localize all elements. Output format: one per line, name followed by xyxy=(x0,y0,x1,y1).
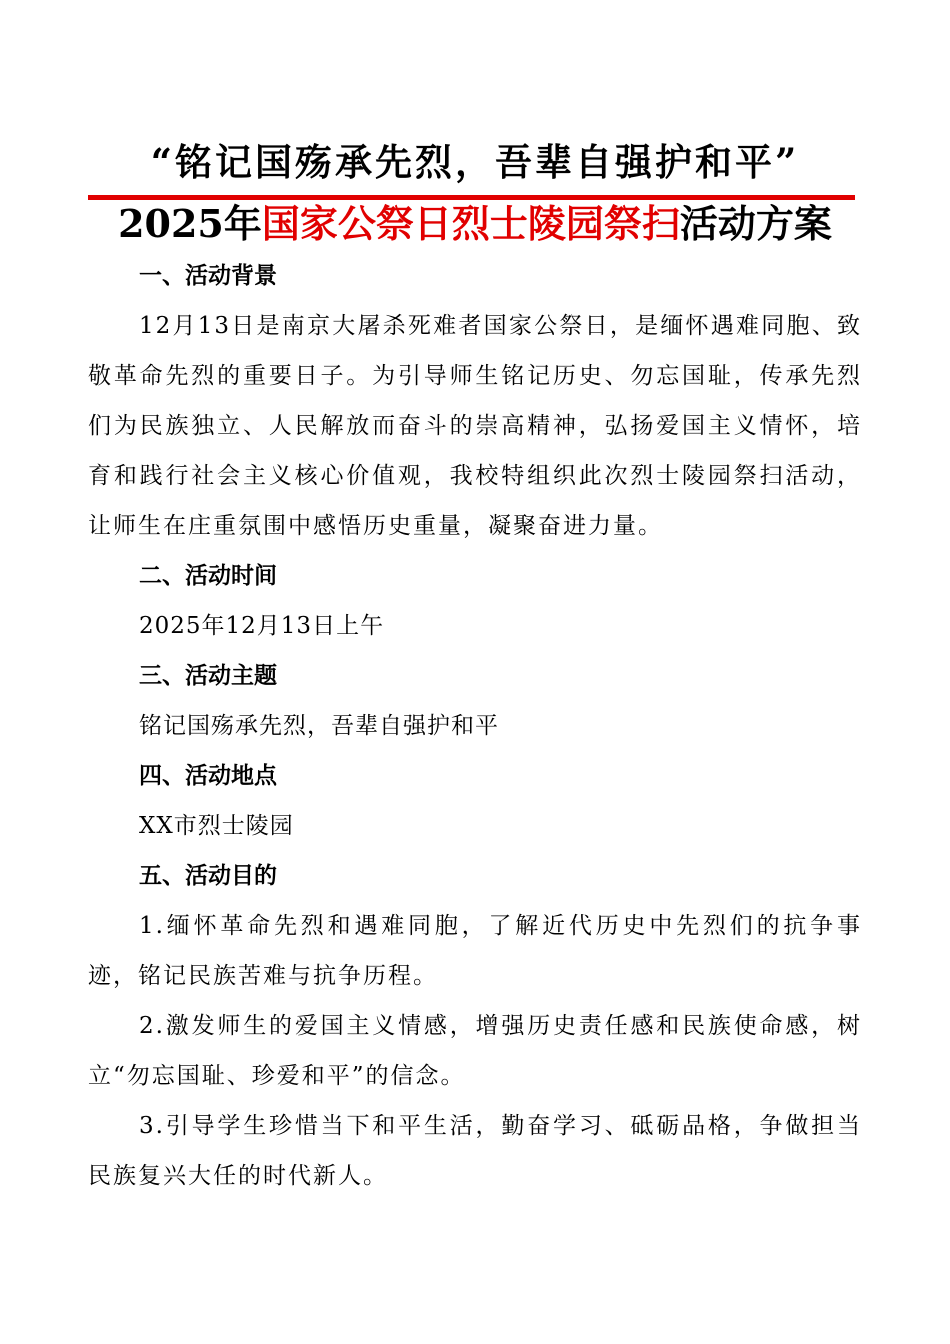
section-heading-location: 四、活动地点 xyxy=(139,763,277,789)
purpose-item-1: 1.缅怀革命先烈和遇难同胞，了解近代历史中先烈们的抗争事迹，铭记民族苦难与抗争历程。 xyxy=(88,913,862,989)
background-paragraph: 12月13日是南京大屠杀死难者国家公祭日，是缅怀遇难同胞、致敬革命先烈的重要日子。为引导师生铭记历史、勿忘国耻，传承先烈们为民族独立、人民解放而奋斗的崇高精神，弘扬爱国主义情怀，培育和践行社会主义核心价值观，我校特组织此次烈士陵园祭扫活动，让师生在庄重氛围中感悟历史重量，凝聚奋进力量。 xyxy=(88,313,862,539)
title-year: 2025年 xyxy=(118,201,262,246)
activity-location: XX市烈士陵园 xyxy=(139,813,294,839)
activity-theme: 铭记国殇承先烈，吾辈自强护和平 xyxy=(139,713,499,739)
section-heading-purpose: 五、活动目的 xyxy=(139,863,277,889)
section-heading-theme: 三、活动主题 xyxy=(139,663,277,689)
document-body xyxy=(88,251,862,1201)
title-suffix: 活动方案 xyxy=(679,201,832,246)
purpose-item-3: 3.引导学生珍惜当下和平生活，勤奋学习、砥砺品格，争做担当民族复兴大任的时代新人。 xyxy=(88,1113,862,1189)
document-title xyxy=(80,196,870,252)
activity-time: 2025年12月13日上午 xyxy=(139,613,385,639)
document-subtitle: “铭记国殇承先烈，吾辈自强护和平” xyxy=(150,140,800,184)
section-heading-background: 一、活动背景 xyxy=(139,263,277,289)
purpose-item-2: 2.激发师生的爱国主义情感，增强历史责任感和民族使命感，树立“勿忘国耻、珍爱和平”的信念。 xyxy=(88,1013,862,1089)
section-heading-time: 二、活动时间 xyxy=(139,563,277,589)
title-highlight: 国家公祭日烈士陵园祭扫 xyxy=(261,201,680,246)
